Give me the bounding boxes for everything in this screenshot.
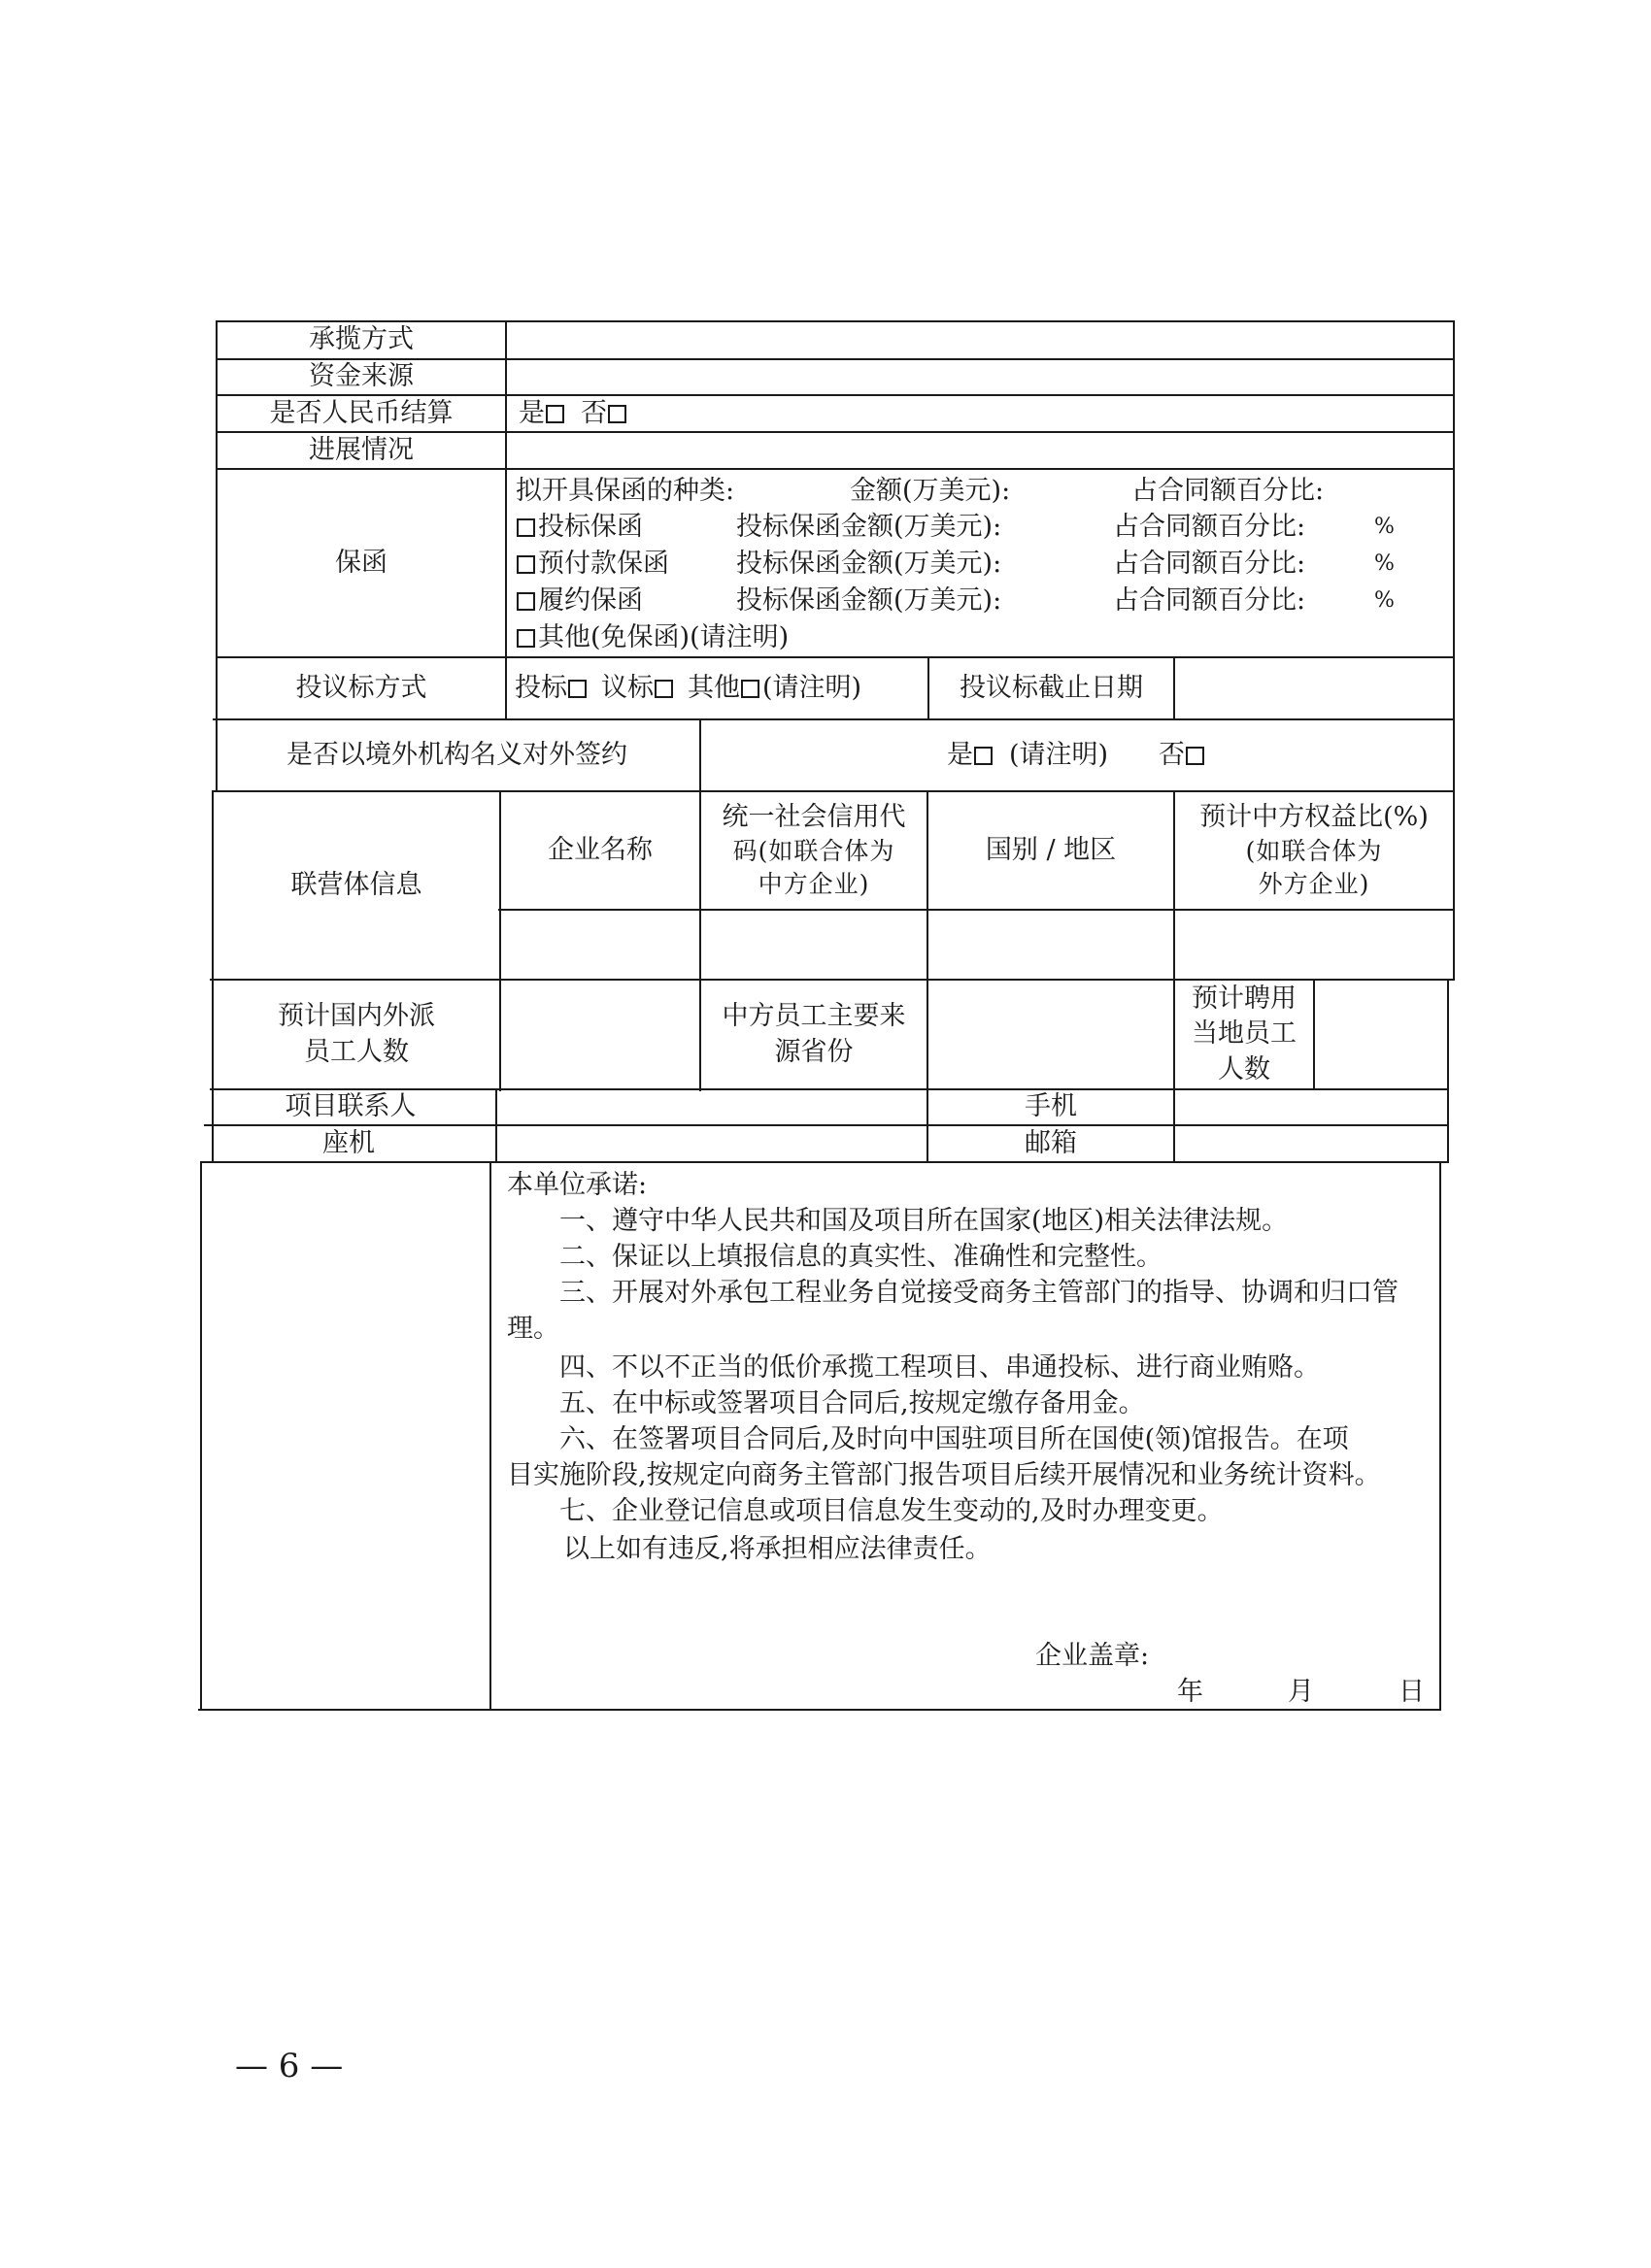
contract-mode-label: 承揽方式 [309, 324, 414, 355]
guarantee-amount-heading: 金额(万美元): [850, 476, 1011, 506]
contact-person-field[interactable] [497, 1090, 927, 1124]
guarantee-percent-label: 占合同额百分比: [1113, 549, 1306, 579]
guarantee-amount-label: 投标保函金额(万美元): [736, 549, 1002, 579]
percent-unit: % [1374, 588, 1395, 613]
commitment-line: 二、保证以上填报信息的真实性、准确性和完整性。 [559, 1242, 1162, 1272]
mobile-field[interactable] [1175, 1090, 1447, 1124]
contact-person-label: 项目联系人 [285, 1091, 417, 1122]
overseas-yes-checkbox[interactable] [974, 747, 993, 765]
date-day: 日 [1398, 1677, 1425, 1707]
date-year: 年 [1177, 1677, 1203, 1707]
commitment-line: 四、不以不正当的低价承揽工程项目、串通投标、进行商业贿赂。 [559, 1352, 1320, 1383]
commitment-line: 目实施阶段,按规定向商务主管部门报告项目后续开展情况和业务统计资料。 [507, 1460, 1381, 1490]
percent-unit: % [1374, 551, 1395, 576]
staff-province-field[interactable] [928, 981, 1173, 1088]
progress-field[interactable] [507, 433, 1453, 468]
staff-province-label: 中方员工主要来 源省份 [722, 1001, 906, 1067]
expat-staff-label: 预计国内外派 员工人数 [278, 1001, 435, 1067]
other-bid-checkbox[interactable] [741, 680, 759, 698]
table-border-right [1453, 320, 1455, 981]
overseas-no-checkbox[interactable] [1186, 747, 1204, 765]
consortium-col-region: 国别 / 地区 [985, 834, 1117, 865]
table-border-bottom [198, 1709, 1441, 1711]
negotiate-checkbox[interactable] [655, 680, 673, 698]
commitment-line: 七、企业登记信息或项目信息发生变动的,及时办理变更。 [559, 1496, 1224, 1526]
commitment-line: 三、开展对外承包工程业务自觉接受商务主管部门的指导、协调和归口管 [559, 1278, 1398, 1308]
commitment-heading: 本单位承诺: [507, 1170, 648, 1200]
date-month: 月 [1288, 1677, 1314, 1707]
table-border-right [1447, 979, 1449, 1163]
guarantee-item-performance: 履约保函 [516, 584, 643, 617]
consortium-col-equity: 预计中方权益比(%) (如联合体为 外方企业) [1199, 802, 1429, 899]
fund-source-label: 资金来源 [309, 361, 414, 392]
commitment-line: 以上如有违反,将承担相应法律责任。 [563, 1534, 992, 1564]
performance-guarantee-checkbox[interactable] [517, 592, 535, 611]
guarantee-item-other: 其他(免保函)(请注明) [516, 620, 789, 654]
consortium-credit-field[interactable] [701, 911, 927, 979]
guarantee-amount-label: 投标保函金额(万美元): [736, 585, 1002, 616]
local-staff-field[interactable] [1315, 981, 1447, 1088]
other-bid-label: 其他 [688, 672, 740, 703]
consortium-col-name: 企业名称 [548, 834, 653, 865]
bid-guarantee-checkbox[interactable] [517, 518, 535, 537]
bid-deadline-field[interactable] [1175, 658, 1453, 718]
guarantee-label: 保函 [335, 547, 387, 578]
bidding-mode-options [515, 658, 861, 718]
advance-guarantee-checkbox[interactable] [517, 555, 535, 574]
contract-mode-field[interactable] [507, 322, 1453, 358]
bid-label: 投标 [515, 672, 567, 703]
commitment-line: 六、在签署项目合同后,及时向中国驻项目所在国使(领)馆报告。在项 [559, 1424, 1349, 1454]
expat-staff-field[interactable] [501, 981, 699, 1088]
email-field[interactable] [1175, 1126, 1447, 1161]
overseas-no-label: 否 [1159, 739, 1186, 770]
rmb-no-label: 否 [581, 397, 607, 428]
consortium-equity-field[interactable] [1175, 911, 1453, 979]
overseas-yes-label: 是 [946, 739, 973, 770]
col-divider [489, 1161, 491, 1711]
bid-deadline-label: 投议标截止日期 [960, 672, 1143, 703]
rmb-yes-checkbox[interactable] [546, 405, 564, 423]
overseas-sign-options [701, 720, 1453, 790]
landline-field[interactable] [497, 1126, 927, 1161]
table-border-right [1439, 1161, 1441, 1711]
overseas-sign-label: 是否以境外机构名义对外签约 [286, 739, 627, 770]
bidding-mode-label: 投议标方式 [295, 672, 427, 703]
negotiate-label: 议标 [601, 672, 654, 703]
guarantee-type-heading: 拟开具保函的种类: [516, 476, 735, 506]
consortium-name-field[interactable] [501, 911, 699, 979]
consortium-region-field[interactable] [928, 911, 1173, 979]
other-guarantee-checkbox[interactable] [517, 629, 535, 648]
page-number: — 6 — [235, 2047, 344, 2085]
guarantee-percent-label: 占合同额百分比: [1113, 512, 1306, 542]
bid-checkbox[interactable] [568, 680, 587, 698]
commitment-line: 五、在中标或签署项目合同后,按规定缴存备用金。 [559, 1388, 1145, 1418]
commitment-line: 理。 [507, 1314, 559, 1344]
consortium-col-credit: 统一社会信用代 码(如联合体为 中方企业) [722, 802, 906, 899]
mobile-label: 手机 [1025, 1091, 1077, 1122]
rmb-settlement-label: 是否人民币结算 [269, 397, 454, 428]
other-bid-note: (请注明) [762, 672, 862, 703]
fund-source-field[interactable] [507, 360, 1453, 394]
guarantee-item-bid: 投标保函 [516, 510, 643, 544]
rmb-settlement-options [519, 396, 629, 431]
percent-unit: % [1374, 515, 1395, 539]
guarantee-item-advance: 预付款保函 [516, 547, 669, 581]
commitment-left-blank [202, 1163, 489, 1709]
local-staff-label: 预计聘用 当地员工 人数 [1192, 983, 1297, 1084]
email-label: 邮箱 [1025, 1127, 1077, 1158]
commitment-line: 一、遵守中华人民共和国及项目所在国家(地区)相关法律法规。 [559, 1206, 1289, 1236]
guarantee-percent-label: 占合同额百分比: [1113, 585, 1306, 616]
seal-label: 企业盖章: [1035, 1641, 1150, 1671]
rmb-no-checkbox[interactable] [608, 405, 626, 423]
guarantee-amount-label: 投标保函金额(万美元): [736, 512, 1002, 542]
landline-label: 座机 [322, 1127, 375, 1158]
overseas-yes-note: (请注明) [1008, 739, 1109, 770]
progress-label: 进展情况 [309, 434, 414, 465]
rmb-yes-label: 是 [519, 397, 545, 428]
guarantee-percent-heading: 占合同额百分比: [1131, 476, 1325, 506]
consortium-label: 联营体信息 [290, 869, 422, 900]
